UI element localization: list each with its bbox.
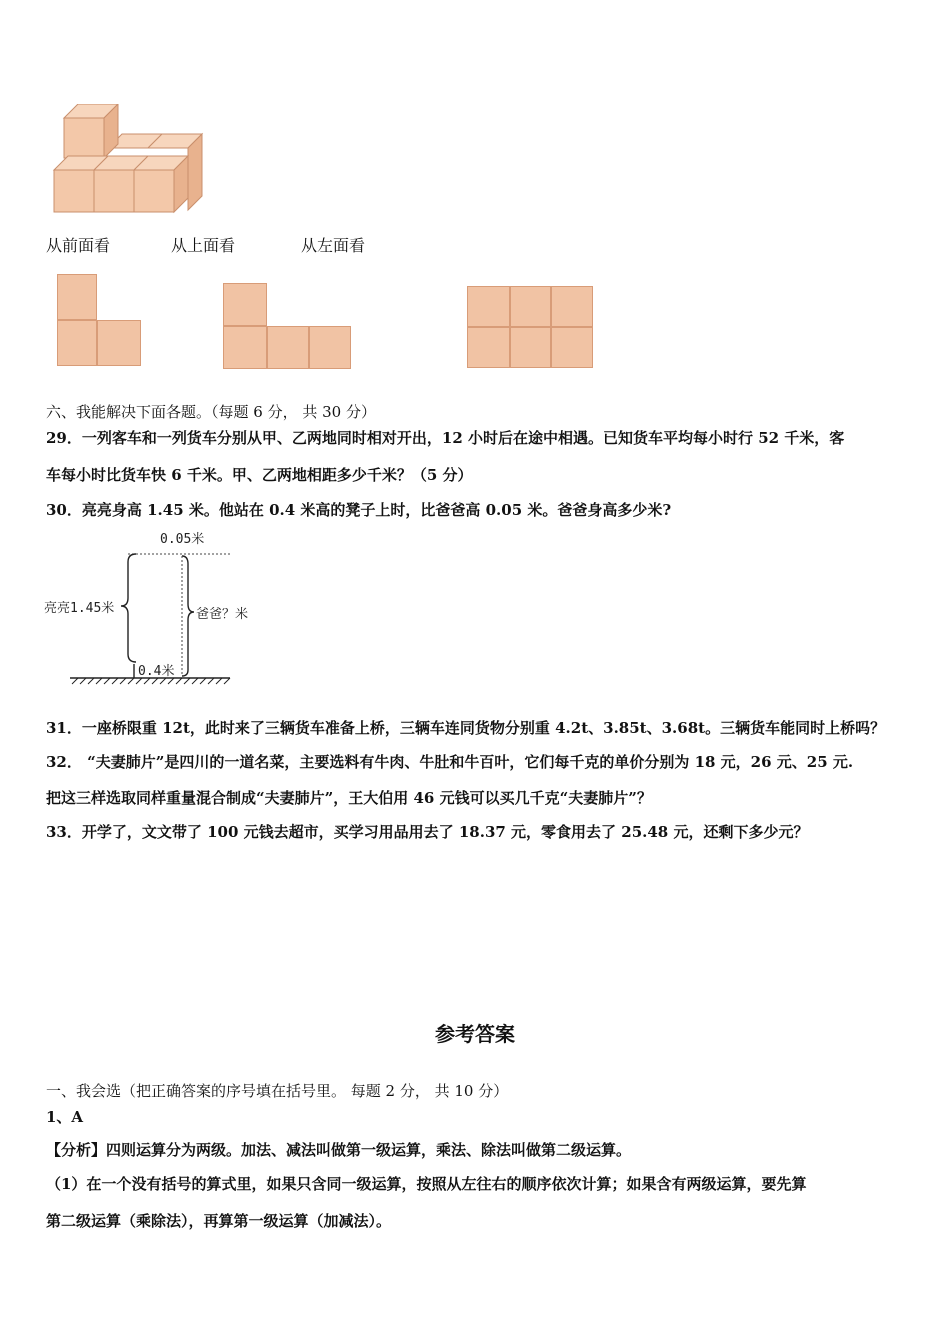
view-shape-b <box>223 283 351 369</box>
diagram-top-label: 0.05米 <box>160 532 205 547</box>
answer-1-analysis: 【分析】四则运算分为两级。加法、减法叫做第一级运算，乘法、除法叫做第二级运算。 <box>46 1141 632 1159</box>
answer-1-point1-line2: 第二级运算（乘除法），再算第一级运算（加减法）。 <box>46 1212 392 1230</box>
answers-section1-heading: 一、我会选（把正确答案的序号填在括号里。 每题 2 分， 共 10 分） <box>46 1082 509 1100</box>
view-shape-c <box>467 286 593 368</box>
answer-1-point1-line1: （1）在一个没有括号的算式里，如果只含同一级运算，按照从左往右的顺序依次计算；如果含有两级运算，要先算 <box>46 1175 807 1193</box>
label-top-view: 从上面看 <box>171 236 236 255</box>
label-front-view: 从前面看 <box>46 236 111 255</box>
section6-heading: 六、我能解决下面各题。（每题 6 分， 共 30 分） <box>46 403 376 421</box>
height-diagram <box>44 528 264 690</box>
question-32-line2: 把这三样选取同样重量混合制成“夫妻肺片”，王大伯用 46 元钱可以买几千克“夫妻肺片”？ <box>46 789 652 807</box>
label-left-view: 从左面看 <box>301 236 366 255</box>
diagram-liangliang-label: 亮亮1.45米 <box>44 601 115 616</box>
answers-title: 参考答案 <box>435 1022 515 1046</box>
diagram-dad-label: 爸爸？米 <box>196 607 249 622</box>
cube-stack-figure <box>50 104 205 216</box>
question-29-line1: 29．一列客车和一列货车分别从甲、乙两地同时相对开出，12 小时后在途中相遇。已知货车平均每小时行 52 千米，客 <box>46 429 845 447</box>
question-33: 33．开学了，文文带了 100 元钱去超市，买学习用品用去了 18.37 元，零食用去了 25.48 元，还剩下多少元？ <box>46 823 809 841</box>
question-32-line1: 32． “夫妻肺片”是四川的一道名菜，主要选料有牛肉、牛肚和牛百叶，它们每千克的单价分别为 18 元，26 元、25 元. <box>46 753 854 771</box>
view-shape-a <box>57 274 141 366</box>
diagram-stool-label: 0.4米 <box>138 664 175 679</box>
question-30: 30．亮亮身高 1.45 米。他站在 0.4 米高的凳子上时，比爸爸高 0.05 米。爸爸身高多少米? <box>46 501 672 519</box>
question-29-line2: 车每小时比货车快 6 千米。甲、乙两地相距多少千米？（5 分） <box>46 466 473 484</box>
question-31: 31．一座桥限重 12t，此时来了三辆货车准备上桥，三辆车连同货物分别重 4.2t、3.85t、3.68t。三辆货车能同时上桥吗？ <box>46 719 886 737</box>
answer-1: 1、A <box>46 1108 84 1126</box>
